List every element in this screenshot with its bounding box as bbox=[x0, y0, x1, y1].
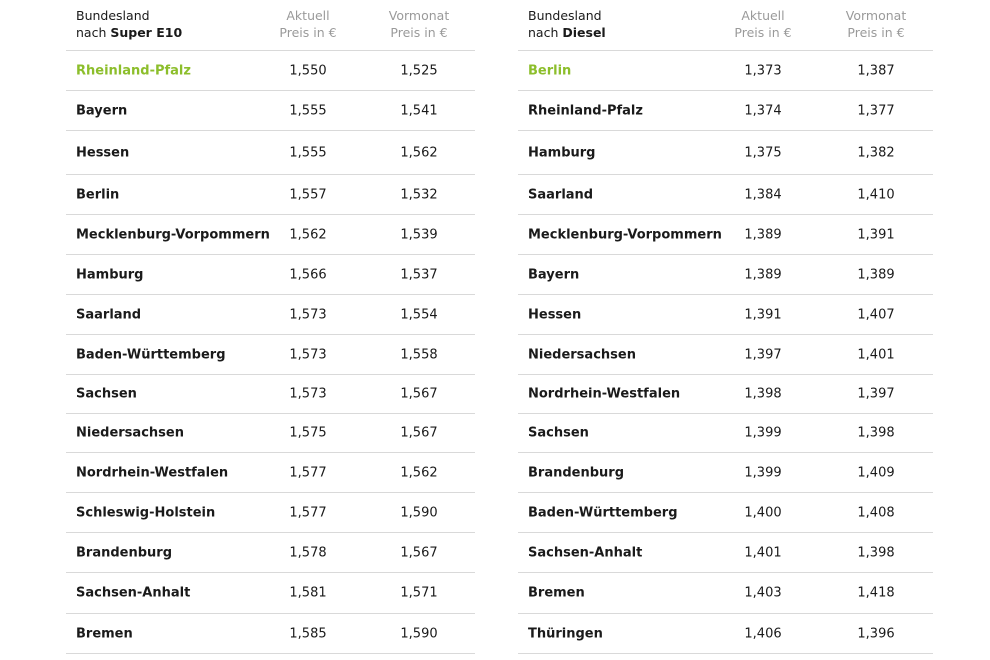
row-bundesland: Berlin bbox=[76, 187, 120, 202]
row-previous-price: 1,590 bbox=[400, 505, 438, 520]
row-bundesland: Sachsen-Anhalt bbox=[528, 545, 643, 560]
row-bundesland: Brandenburg bbox=[76, 545, 173, 560]
table-row bbox=[518, 453, 933, 493]
row-bundesland: Bremen bbox=[76, 626, 133, 641]
row-current-price: 1,373 bbox=[744, 63, 782, 78]
row-bundesland: Baden-Württemberg bbox=[76, 347, 226, 362]
row-bundesland: Brandenburg bbox=[528, 465, 625, 480]
row-bundesland: Bayern bbox=[528, 267, 580, 282]
table-row bbox=[66, 414, 475, 453]
header-bundesland bbox=[528, 7, 606, 41]
header-previous-price bbox=[369, 7, 469, 41]
row-bundesland: Thüringen bbox=[528, 626, 603, 641]
header-current-line2: Preis in € bbox=[279, 25, 337, 40]
table-row bbox=[518, 533, 933, 573]
row-previous-price: 1,397 bbox=[857, 386, 895, 402]
row-bundesland: Sachsen bbox=[528, 425, 589, 441]
table-row bbox=[66, 131, 475, 175]
row-previous-price: 1,590 bbox=[400, 626, 438, 641]
row-previous-price: 1,382 bbox=[857, 145, 895, 160]
e10-price-table bbox=[66, 0, 475, 654]
header-current-line2: Preis in € bbox=[734, 25, 792, 40]
table-row bbox=[518, 614, 933, 654]
table-header bbox=[518, 0, 933, 51]
table-row bbox=[518, 91, 933, 131]
header-previous-line1: Vormonat bbox=[845, 8, 907, 23]
row-current-price: 1,400 bbox=[744, 505, 782, 520]
header-land-line1: Bundesland bbox=[76, 8, 150, 23]
row-bundesland: Rheinland-Pfalz bbox=[76, 63, 191, 78]
table-body bbox=[518, 51, 933, 654]
row-bundesland: Bayern bbox=[76, 103, 128, 118]
row-bundesland: Nordrhein-Westfalen bbox=[528, 386, 681, 402]
table-row bbox=[66, 51, 475, 91]
table-row bbox=[66, 493, 475, 533]
row-current-price: 1,555 bbox=[289, 103, 327, 118]
header-current-price bbox=[258, 7, 358, 41]
row-previous-price: 1,401 bbox=[857, 347, 895, 362]
row-current-price: 1,550 bbox=[289, 63, 327, 78]
row-current-price: 1,389 bbox=[744, 267, 782, 282]
row-previous-price: 1,410 bbox=[857, 187, 895, 202]
table-row bbox=[66, 453, 475, 493]
row-previous-price: 1,398 bbox=[857, 545, 895, 560]
header-bundesland bbox=[76, 7, 182, 41]
row-bundesland: Sachsen bbox=[76, 386, 137, 402]
table-row bbox=[518, 255, 933, 295]
table-row bbox=[518, 175, 933, 215]
row-bundesland: Hamburg bbox=[76, 267, 144, 282]
table-row bbox=[518, 215, 933, 255]
row-previous-price: 1,389 bbox=[857, 267, 895, 282]
row-previous-price: 1,532 bbox=[400, 187, 438, 202]
table-row bbox=[66, 175, 475, 215]
row-bundesland: Hessen bbox=[76, 145, 130, 160]
table-row bbox=[518, 335, 933, 375]
row-bundesland: Mecklenburg-Vorpommern bbox=[528, 227, 722, 242]
table-row bbox=[518, 493, 933, 533]
row-bundesland: Baden-Württemberg bbox=[528, 505, 678, 520]
table-row bbox=[518, 295, 933, 335]
row-current-price: 1,397 bbox=[744, 347, 782, 362]
table-row bbox=[518, 414, 933, 453]
row-current-price: 1,577 bbox=[289, 465, 327, 480]
row-bundesland: Nordrhein-Westfalen bbox=[76, 465, 229, 480]
row-bundesland: Hessen bbox=[528, 307, 582, 322]
row-bundesland: Berlin bbox=[528, 63, 572, 78]
table-row bbox=[518, 131, 933, 175]
row-current-price: 1,566 bbox=[289, 267, 327, 282]
row-bundesland: Mecklenburg-Vorpommern bbox=[76, 227, 270, 242]
header-land-prefix: nach bbox=[76, 25, 111, 40]
row-current-price: 1,555 bbox=[289, 145, 327, 160]
header-current-line1: Aktuell bbox=[741, 8, 785, 23]
table-row bbox=[66, 335, 475, 375]
header-previous-line2: Preis in € bbox=[847, 25, 905, 40]
row-current-price: 1,375 bbox=[744, 145, 782, 160]
row-bundesland: Bremen bbox=[528, 585, 585, 601]
table-row bbox=[518, 375, 933, 414]
row-bundesland: Niedersachsen bbox=[76, 425, 184, 441]
row-previous-price: 1,408 bbox=[857, 505, 895, 520]
row-current-price: 1,391 bbox=[744, 307, 782, 322]
header-land-line2 bbox=[76, 24, 182, 41]
row-previous-price: 1,418 bbox=[857, 585, 895, 601]
row-previous-price: 1,377 bbox=[857, 103, 895, 118]
row-bundesland: Niedersachsen bbox=[528, 347, 636, 362]
row-current-price: 1,573 bbox=[289, 386, 327, 402]
header-land-line2 bbox=[528, 24, 606, 41]
table-row bbox=[66, 295, 475, 335]
row-current-price: 1,585 bbox=[289, 626, 327, 641]
row-current-price: 1,581 bbox=[289, 585, 327, 601]
row-bundesland: Sachsen-Anhalt bbox=[76, 585, 191, 601]
table-row bbox=[66, 91, 475, 131]
row-previous-price: 1,562 bbox=[400, 465, 438, 480]
row-bundesland: Saarland bbox=[76, 307, 142, 322]
header-current-price bbox=[713, 7, 813, 41]
header-land-prefix: nach bbox=[528, 25, 563, 40]
row-previous-price: 1,409 bbox=[857, 465, 895, 480]
row-current-price: 1,577 bbox=[289, 505, 327, 520]
row-current-price: 1,573 bbox=[289, 347, 327, 362]
row-current-price: 1,403 bbox=[744, 585, 782, 601]
row-current-price: 1,399 bbox=[744, 465, 782, 480]
table-row bbox=[66, 375, 475, 414]
row-current-price: 1,401 bbox=[744, 545, 782, 560]
header-fuel-type: Diesel bbox=[562, 25, 606, 40]
row-current-price: 1,398 bbox=[744, 386, 782, 402]
row-previous-price: 1,571 bbox=[400, 585, 438, 601]
row-previous-price: 1,398 bbox=[857, 425, 895, 441]
row-previous-price: 1,537 bbox=[400, 267, 438, 282]
row-previous-price: 1,567 bbox=[400, 425, 438, 441]
row-previous-price: 1,541 bbox=[400, 103, 438, 118]
table-row bbox=[66, 573, 475, 614]
header-fuel-type: Super E10 bbox=[110, 25, 183, 40]
table-row bbox=[66, 215, 475, 255]
row-previous-price: 1,525 bbox=[400, 63, 438, 78]
row-previous-price: 1,407 bbox=[857, 307, 895, 322]
row-previous-price: 1,539 bbox=[400, 227, 438, 242]
row-previous-price: 1,387 bbox=[857, 63, 895, 78]
header-previous-line1: Vormonat bbox=[388, 8, 450, 23]
row-current-price: 1,399 bbox=[744, 425, 782, 441]
row-current-price: 1,406 bbox=[744, 626, 782, 641]
row-current-price: 1,578 bbox=[289, 545, 327, 560]
header-land-line1: Bundesland bbox=[528, 8, 602, 23]
row-previous-price: 1,558 bbox=[400, 347, 438, 362]
row-previous-price: 1,562 bbox=[400, 145, 438, 160]
table-header bbox=[66, 0, 475, 51]
row-current-price: 1,562 bbox=[289, 227, 327, 242]
row-bundesland: Rheinland-Pfalz bbox=[528, 103, 643, 118]
row-previous-price: 1,391 bbox=[857, 227, 895, 242]
header-previous-price bbox=[826, 7, 926, 41]
header-current-line1: Aktuell bbox=[286, 8, 330, 23]
row-current-price: 1,573 bbox=[289, 307, 327, 322]
table-row bbox=[518, 573, 933, 614]
row-current-price: 1,389 bbox=[744, 227, 782, 242]
table-row bbox=[66, 614, 475, 654]
table-row bbox=[66, 533, 475, 573]
row-bundesland: Hamburg bbox=[528, 145, 596, 160]
row-previous-price: 1,567 bbox=[400, 386, 438, 402]
row-previous-price: 1,554 bbox=[400, 307, 438, 322]
row-current-price: 1,384 bbox=[744, 187, 782, 202]
row-current-price: 1,557 bbox=[289, 187, 327, 202]
table-body bbox=[66, 51, 475, 654]
table-row bbox=[518, 51, 933, 91]
row-previous-price: 1,567 bbox=[400, 545, 438, 560]
header-previous-line2: Preis in € bbox=[390, 25, 448, 40]
table-row bbox=[66, 255, 475, 295]
row-previous-price: 1,396 bbox=[857, 626, 895, 641]
row-current-price: 1,374 bbox=[744, 103, 782, 118]
row-current-price: 1,575 bbox=[289, 425, 327, 441]
diesel-price-table bbox=[518, 0, 933, 654]
row-bundesland: Schleswig-Holstein bbox=[76, 505, 216, 520]
row-bundesland: Saarland bbox=[528, 187, 594, 202]
